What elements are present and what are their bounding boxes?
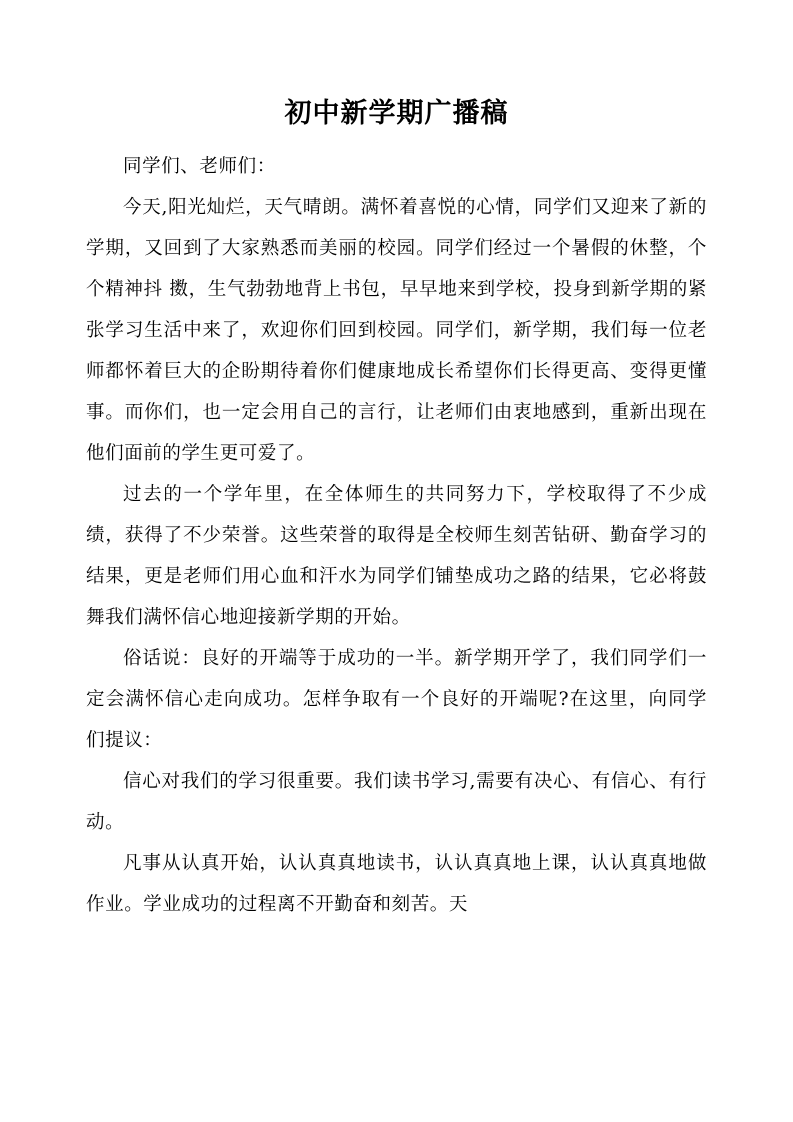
paragraph-2: 过去的一个学年里，在全体师生的共同努力下，学校取得了不少成绩，获得了不少荣誉。这些荣誉的取得是全校师生刻苦钻研、勤奋学习的结果，更是老师们用心血和汗水为同学们铺垫成功之路的结果，它必将鼓舞我们满怀信心地迎接新学期的开始。 — [86, 484, 707, 628]
page-title: 初中新学期广播稿 — [284, 98, 509, 129]
paragraph-5: 凡事从认真开始，认认真真地读书，认认真真地上课，认认真真地做作业。学业成功的过程离不开勤奋和刻苦。天 — [86, 853, 707, 915]
paragraph-1: 今天,阳光灿烂，天气晴朗。满怀着喜悦的心情，同学们又迎来了新的学期，又回到了大家熟悉而美丽的校园。同学们经过一个暑假的休整，个个精神抖 擞，生气勃勃地背上书包，早早地来到学校，投身到新学期的紧张学习生活中来了，欢迎你们回到校园。同学们，新学期，我们每一位老师都怀着巨大的企盼期待着你们健康地成长希望你们长得更高、变得更懂事。而你们，也一定会用自己的言行，让老师们由衷地感到，重新出现在他们面前的学生更可爱了。 — [86, 197, 707, 464]
paragraph-4: 信心对我们的学习很重要。我们读书学习,需要有决心、有信心、有行动。 — [86, 771, 707, 833]
paragraph-salutation: 同学们、老师们： — [123, 156, 276, 177]
document-body — [86, 146, 707, 925]
paragraph-3: 俗话说：良好的开端等于成功的一半。新学期开学了，我们同学们一定会满怀信心走向成功。怎样争取有一个良好的开端呢?在这里，向同学们提议： — [86, 648, 707, 751]
